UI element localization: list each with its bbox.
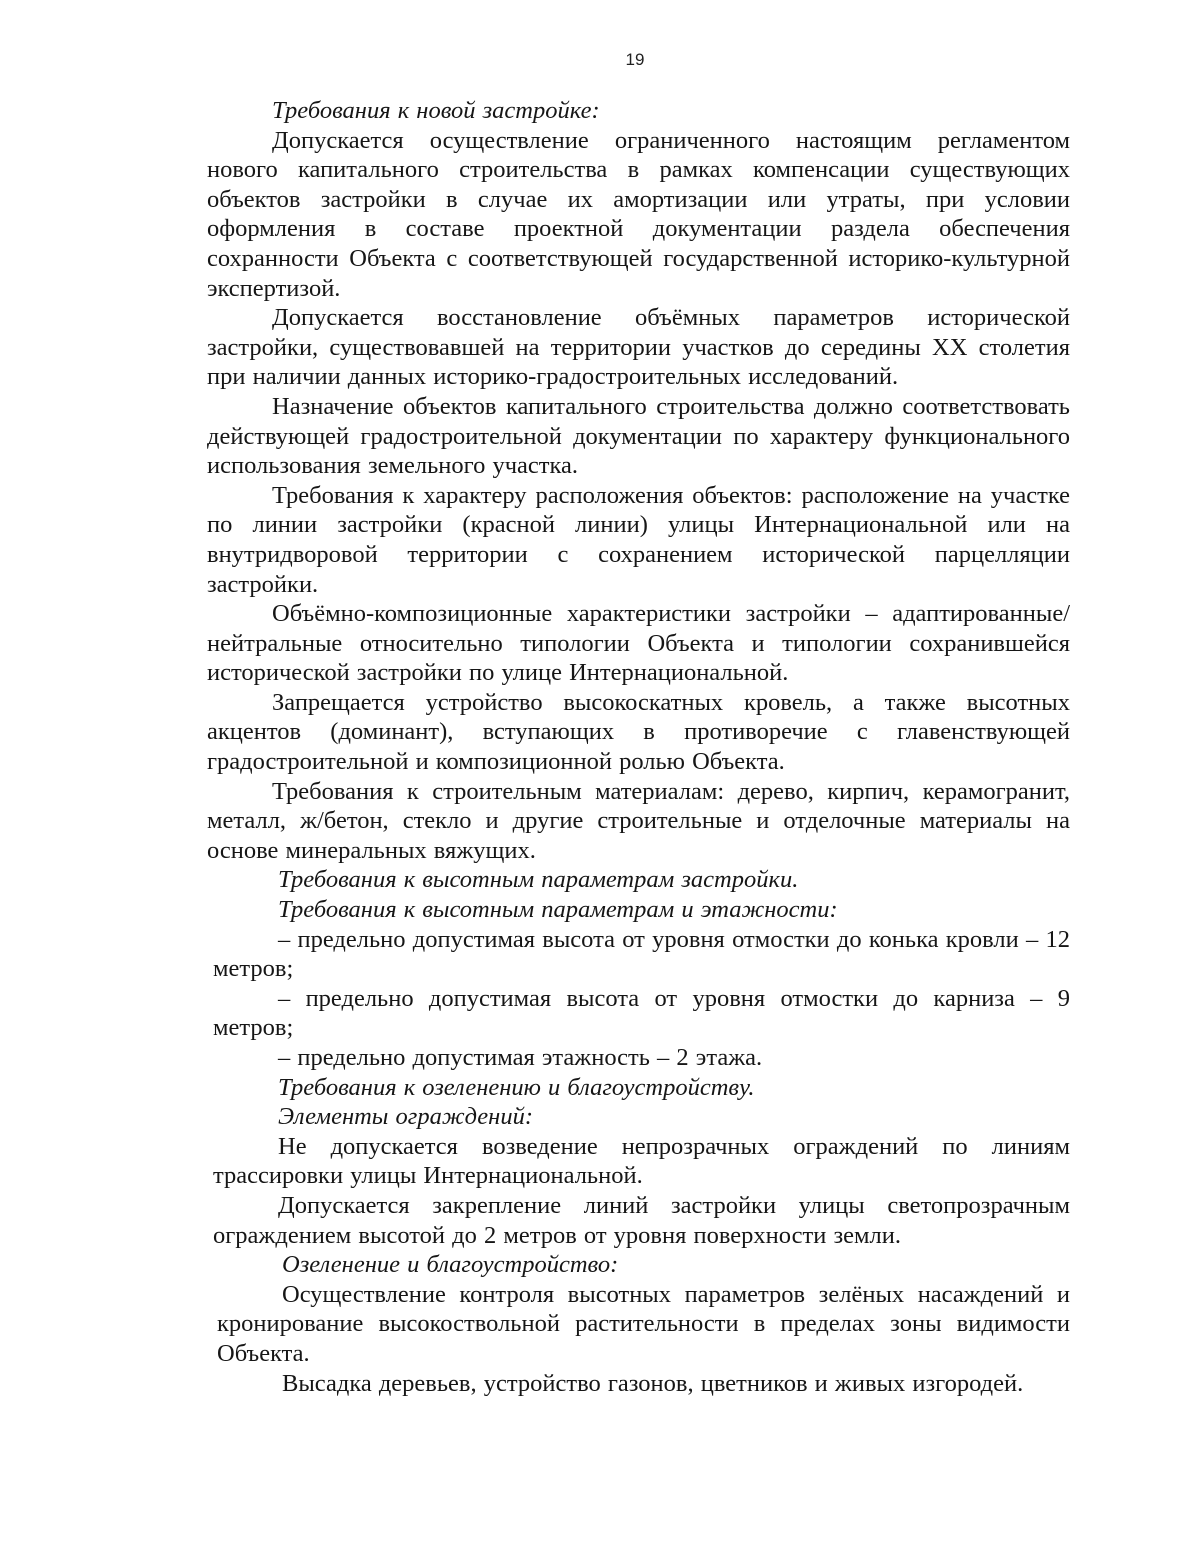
heading-landscaping-requirements: Требования к озеленению и благоустройству. xyxy=(278,1073,755,1101)
page-number: 19 xyxy=(625,50,645,69)
heading-new-construction-requirements: Требования к новой застройке: xyxy=(272,97,600,124)
paragraph-planting: Высадка деревьев, устройство газонов, цветников и живых изгородей. xyxy=(282,1369,1024,1397)
paragraph-capital-construction-allowed: Допускается осуществление ограниченного настоящим регламентом нового капитального строительства в рамках компенсации существующих объектов застройки в случае их амортизации или утраты, при условии оформления в составе проектной документации раздела обеспечения сохранности Объекта с соответствующей государственной историко-культурной экспертизой. xyxy=(207,126,1070,302)
list-item-ridge-height: – предельно допустимая высота от уровня отмостки до конька кровли – 12 метров; xyxy=(213,925,1070,983)
paragraph-green-control: Осуществление контроля высотных параметров зелёных насаждений и кронирование высокоствольной растительности в пределах зоны видимости Объекта. xyxy=(217,1280,1070,1367)
paragraph-volume-restoration: Допускается восстановление объёмных параметров исторической застройки, существовавшей на территории участков до середины XX столетия при наличии данных историко-градостроительных исследований. xyxy=(207,304,1070,391)
paragraph-materials-requirements: Требования к строительным материалам: дерево, кирпич, керамогранит, металл, ж/бетон, стекло и другие строительные и отделочные материалы на основе минеральных вяжущих. xyxy=(207,777,1070,864)
list-item-floor-count: – предельно допустимая этажность – 2 этажа. xyxy=(278,1044,763,1071)
heading-landscaping: Озеленение и благоустройство: xyxy=(282,1251,619,1279)
list-item-cornice-height: – предельно допустимая высота от уровня отмостки до карниза – 9 метров; xyxy=(213,984,1070,1042)
paragraph-composition-characteristics: Объёмно-композиционные характеристики застройки – адаптированные/нейтральные относительно типологии Объекта и типологии сохранившейся исторической застройки по улице Интернациональной. xyxy=(207,600,1070,687)
paragraph-placement-requirements: Требования к характеру расположения объектов: расположение на участке по линии застройки (красной линии) улицы Интернациональной или на внутридворовой территории с сохранением исторической парцелляции застройки. xyxy=(207,481,1070,598)
paragraph-opaque-fences-prohibited: Не допускается возведение непрозрачных ограждений по линиям трассировки улицы Интернациональной. xyxy=(213,1132,1070,1190)
document-body xyxy=(207,96,1070,1398)
paragraph-roof-restrictions: Запрещается устройство высокоскатных кровель, а также высотных акцентов (доминант), вступающих в противоречие с главенствующей градостроительной и композиционной ролью Объекта. xyxy=(207,688,1070,776)
paragraph-transparent-fence-allowed: Допускается закрепление линий застройки улицы светопрозрачным ограждением высотой до 2 метров от уровня поверхности земли. xyxy=(213,1191,1070,1249)
paragraph-purpose-of-objects: Назначение объектов капитального строительства должно соответствовать действующей градостроительной документации по характеру функционального использования земельного участка. xyxy=(207,392,1070,480)
heading-height-parameters: Требования к высотным параметрам застройки. xyxy=(278,866,799,894)
heading-height-and-floors: Требования к высотным параметрам и этажности: xyxy=(278,896,838,924)
heading-fence-elements: Элементы ограждений: xyxy=(278,1103,533,1131)
